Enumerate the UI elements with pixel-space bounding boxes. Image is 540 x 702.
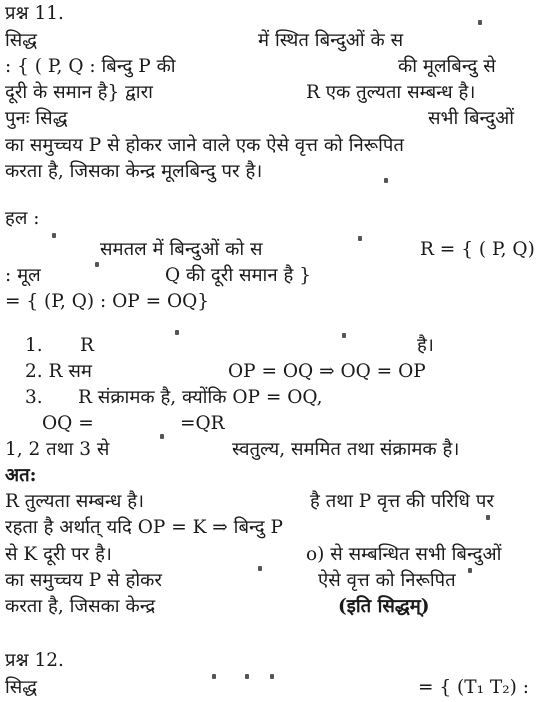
conclusion-line1-start: 1, 2 तथा 3 से	[5, 439, 110, 460]
scan-speck	[468, 568, 472, 573]
scan-speck	[160, 434, 164, 439]
q11-line6: करता है, जिसका केन्द्र मूलबिन्दु पर है।	[5, 161, 263, 182]
item2-start: 2. R सम	[25, 361, 92, 382]
q11-line3-end: R एक तुल्यता सम्बन्ध है।	[306, 82, 476, 103]
conclusion-line3: रहता है अर्थात् यदि OP = K ⇒ बिन्दु P	[5, 517, 283, 538]
item1-end: है।	[417, 335, 434, 356]
q11-heading: प्रश्न 11.	[5, 3, 64, 24]
q11-line4-start: पुनः सिद्ध	[5, 108, 68, 129]
item4-end: =QR	[180, 413, 225, 434]
q11-line4-end: सभी बिन्दुओं	[428, 108, 514, 129]
therefore-label: अत:	[5, 465, 37, 486]
scan-speck	[175, 330, 179, 335]
scan-speck	[258, 566, 262, 571]
scan-speck	[245, 674, 249, 679]
item3-number: 3.	[25, 387, 43, 408]
item4-start: OQ =	[42, 413, 94, 434]
q11-line2-start: : { ( P, Q : बिन्दु P की	[5, 56, 176, 77]
item1-subject: R	[80, 335, 94, 356]
conclusion-line1-end: स्वतुल्य, सममित तथा संक्रामक है।	[232, 439, 460, 460]
conclusion-line4-end: o) से सम्बन्धित सभी बिन्दुओं	[306, 544, 502, 565]
q11-line5: का समुच्चय P से होकर जाने वाले एक ऐसे वृत्त को निरूपित	[5, 135, 404, 156]
item1-number: 1.	[25, 335, 43, 356]
scan-speck	[95, 262, 99, 267]
conclusion-line2-end: है तथा P वृत्त की परिधि पर	[310, 491, 494, 512]
solution-line1-start: समतल में बिन्दुओं को स	[100, 239, 263, 260]
q12-line1-start: सिद्ध	[5, 677, 38, 698]
solution-line1-end: R = { ( P, Q)	[420, 239, 535, 260]
conclusion-line6-start: करता है, जिसका केन्द्र	[5, 596, 156, 617]
scan-speck	[384, 178, 388, 183]
q11-line3-start: दूरी के समान है} द्वारा	[5, 82, 153, 103]
q11-line2-end: की मूलबिन्दु से	[398, 56, 496, 77]
conclusion-line2-start: R तुल्यता सम्बन्ध है।	[5, 491, 145, 512]
solution-line2-start: : मूल	[5, 265, 41, 286]
item2-equation: OP = OQ ⇒ OQ = OP	[228, 361, 426, 382]
solution-line3: = { (P, Q) : OP = OQ}	[5, 291, 210, 312]
q12-heading: प्रश्न 12.	[5, 650, 64, 671]
conclusion-line5-end: ऐसे वृत्त को निरूपित	[318, 570, 456, 591]
conclusion-line4-start: से K दूरी पर है।	[5, 544, 112, 565]
scan-speck	[270, 674, 274, 679]
scan-speck	[212, 674, 216, 679]
solution-heading: हल :	[5, 208, 40, 229]
q12-line1-end: = { (T₁ T₂) :	[418, 677, 529, 698]
scan-speck	[478, 20, 482, 25]
scan-speck	[486, 515, 490, 520]
scan-speck	[358, 236, 362, 241]
item3-text: R संक्रामक है, क्योंकि OP = OQ,	[78, 387, 323, 408]
qed-label: (इति सिद्धम्)	[338, 596, 430, 617]
q11-line1-end: में स्थित बिन्दुओं के स	[258, 30, 404, 51]
conclusion-line5-start: का समुच्चय P से होकर	[5, 570, 162, 591]
scan-speck	[52, 233, 56, 238]
solution-line2-end: Q की दूरी समान है }	[165, 265, 311, 286]
scan-speck	[342, 333, 346, 338]
q11-line1-start: सिद्ध	[5, 30, 38, 51]
